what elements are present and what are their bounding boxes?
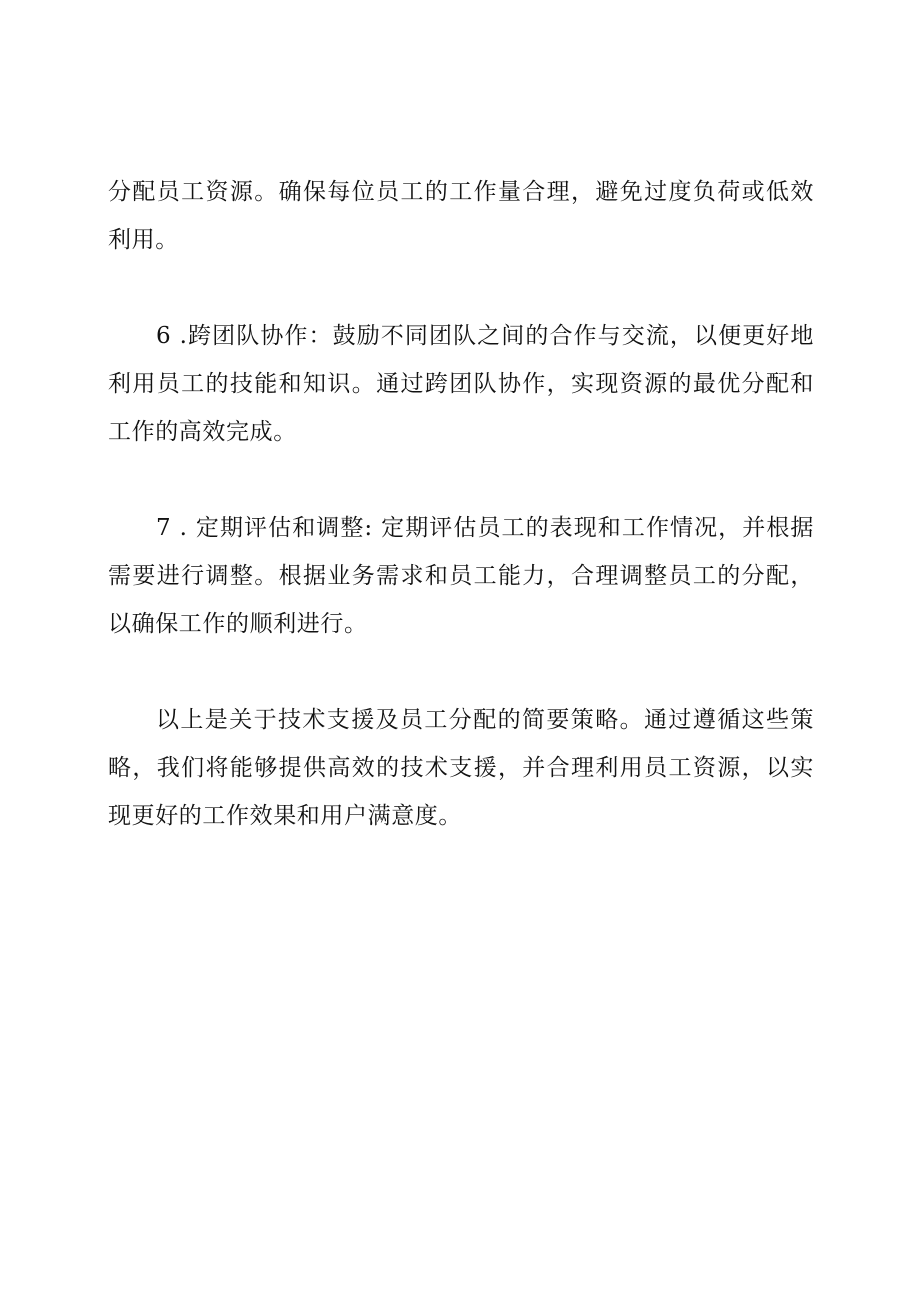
document-body (108, 168, 814, 840)
paragraph-spacer (108, 456, 814, 504)
paragraph-conclusion: 以上是关于技术支援及员工分配的简要策略。通过遵循这些策略，我们将能够提供高效的技术支援，并合理利用员工资源，以实现更好的工作效果和用户满意度。 (108, 707, 814, 829)
paragraph-continuation: 分配员工资源。确保每位员工的工作量合理，避免过度负荷或低效利用。 (108, 179, 814, 253)
paragraph-spacer (108, 264, 814, 312)
paragraph-spacer (108, 648, 814, 696)
paragraph-item-6: 6 .跨团队协作：鼓励不同团队之间的合作与交流，以便更好地利用员工的技能和知识。通过跨团队协作，实现资源的最优分配和工作的高效完成。 (108, 323, 814, 445)
paragraph-item-7: 7 . 定期评估和调整: 定期评估员工的表现和工作情况，并根据需要进行调整。根据业务需求和员工能力，合理调整员工的分配，以确保工作的顺利进行。 (108, 515, 814, 637)
